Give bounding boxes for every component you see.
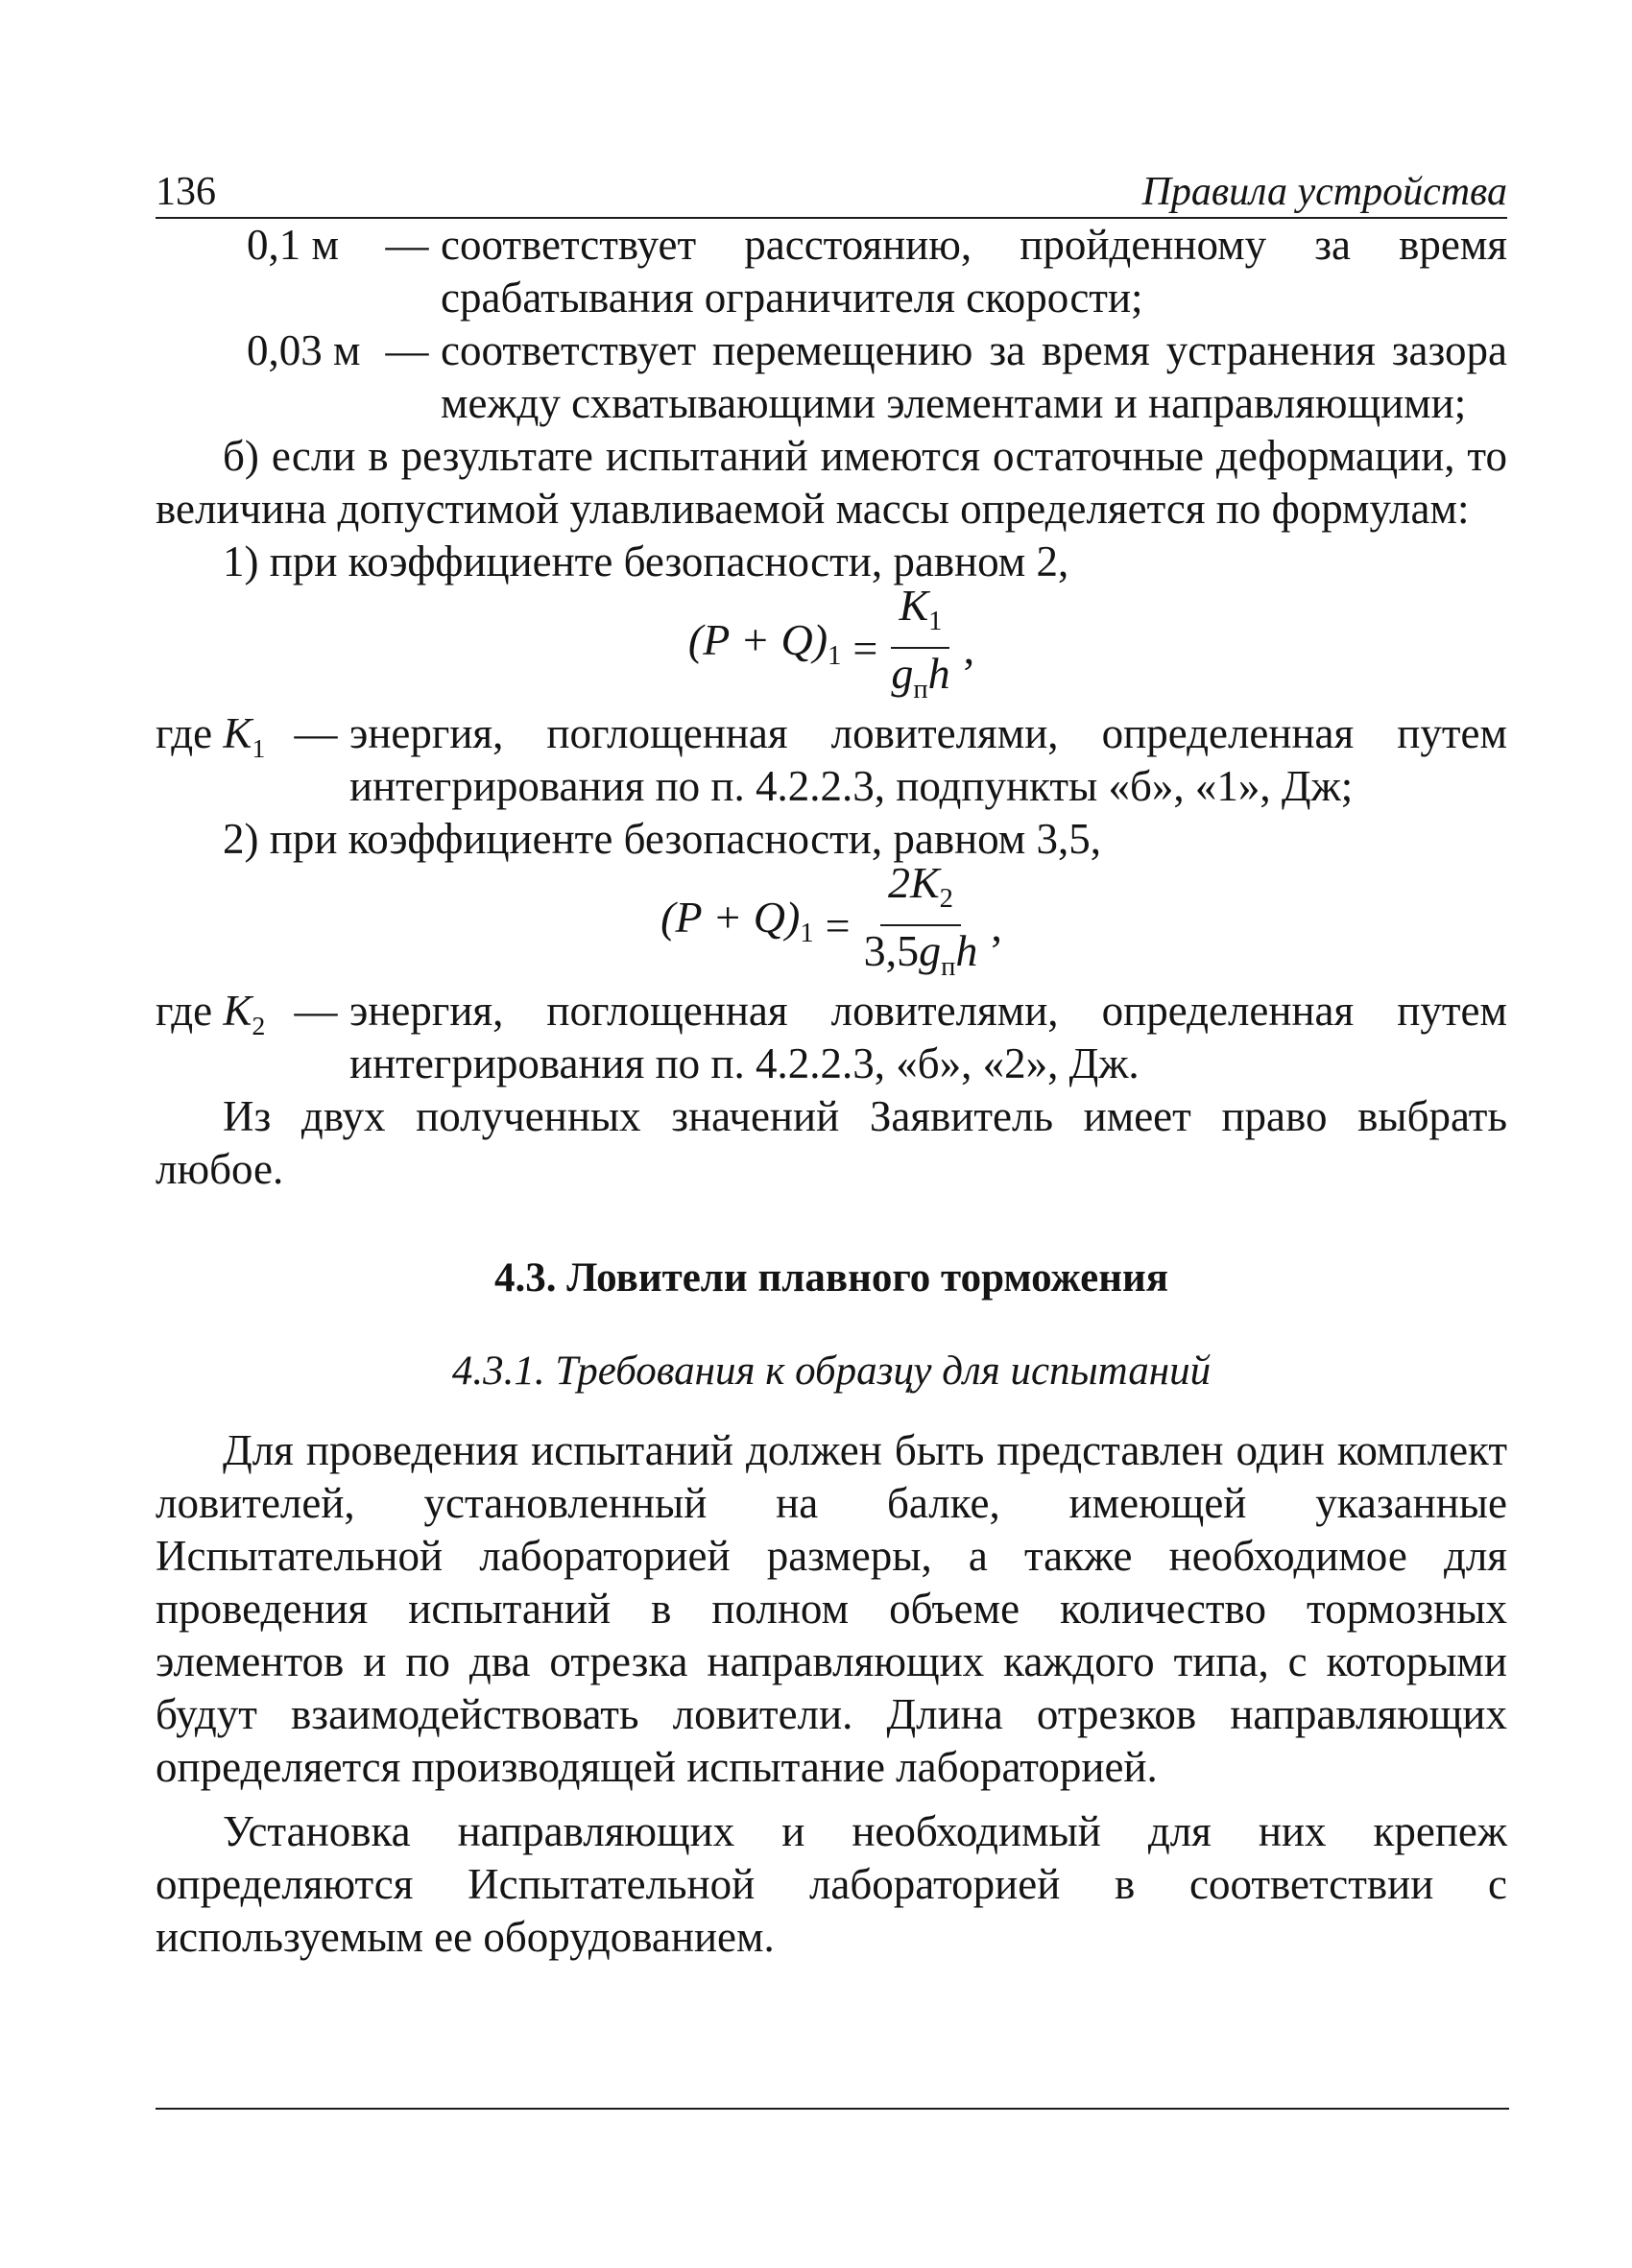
definition-term: 0,1 м	[247, 221, 339, 269]
where-k1	[156, 707, 1507, 813]
formula-fraction	[883, 581, 957, 715]
where-text: энергия, поглощенная ловителями, определенная путем интегрирования по п. 4.2.2.3, подпункты «б», «1», Дж;	[349, 709, 1507, 810]
formula-equals: =	[852, 623, 878, 673]
paragraph-installation: Установка направляющих и необходимый для них крепеж определяются Испытательной лабораторией в соответствии с используемым ее оборудованием.	[156, 1807, 1507, 1961]
book-page	[156, 169, 1507, 1964]
paragraph-sample: Для проведения испытаний должен быть представлен один комплект ловителей, установленный на балке, имеющей указанные Испытательной лабораторией размеры, а также необходимое для проведения испытаний в полном объеме количество тормозных элементов и по два отрезка направляющих каждого типа, с которыми будут взаимодействовать ловители. Длина отрезков направляющих определяется производящей испытание лабораторией.	[156, 1426, 1507, 1791]
definition-text: соответствует расстоянию, пройденному за время срабатывания ограничителя скорости;	[441, 221, 1507, 322]
definition-term: 0,03 м	[247, 326, 361, 374]
where-dash: —	[294, 709, 338, 757]
fraction-numerator: $2K_2$	[880, 858, 961, 926]
list-item-safety-factor-2: 1) при коэффициенте безопасности, равном 2,	[223, 537, 1069, 585]
page-header	[156, 169, 1507, 219]
fraction-denominator: $g_пh$	[891, 649, 950, 704]
paragraph-choice: Из двух полученных значений Заявитель имеет право выбрать любое.	[156, 1092, 1507, 1193]
page-number: 136	[156, 170, 216, 214]
where-term: где $K_2$	[156, 987, 266, 1041]
formula-comma: ,	[991, 900, 1002, 950]
where-term: где $K_1$	[156, 709, 266, 764]
formula-equals: =	[825, 900, 851, 950]
definition-0-1m	[156, 219, 1507, 324]
subsection-title: 4.3.1. Требования к образцу для испытаний	[451, 1349, 1212, 1394]
formula-comma: ,	[963, 623, 975, 673]
where-k2	[156, 985, 1507, 1090]
formula-2	[156, 858, 1507, 985]
formula-lhs: $(P + Q)_1$	[660, 893, 814, 948]
running-title: Правила устройства	[1141, 170, 1507, 214]
definition-dash: —	[385, 326, 429, 374]
where-dash: —	[294, 987, 338, 1035]
paragraph-residual-deformation: б) если в результате испытаний имеются остаточные деформации, то величина допустимой улавливаемой массы определяется по формулам:	[156, 432, 1507, 533]
footer-rule	[156, 2108, 1509, 2110]
list-item-safety-factor-3-5: 2) при коэффициенте безопасности, равном 3,5,	[223, 815, 1102, 863]
fraction-denominator: $3,5g_пh$	[863, 926, 978, 982]
formula-1	[156, 581, 1507, 707]
definition-text: соответствует перемещению за время устранения зазора между схватывающими элементами и направляющими;	[441, 326, 1507, 427]
definition-dash: —	[385, 221, 429, 269]
formula-fraction	[856, 858, 986, 992]
where-text: энергия, поглощенная ловителями, определенная путем интегрирования по п. 4.2.2.3, «б», «2», Дж.	[349, 987, 1507, 1087]
definition-0-03m	[156, 324, 1507, 430]
formula-lhs: $(P + Q)_1$	[687, 615, 842, 671]
section-title: 4.3. Ловители плавного торможения	[493, 1255, 1169, 1301]
fraction-numerator: $K_1$	[891, 581, 949, 649]
